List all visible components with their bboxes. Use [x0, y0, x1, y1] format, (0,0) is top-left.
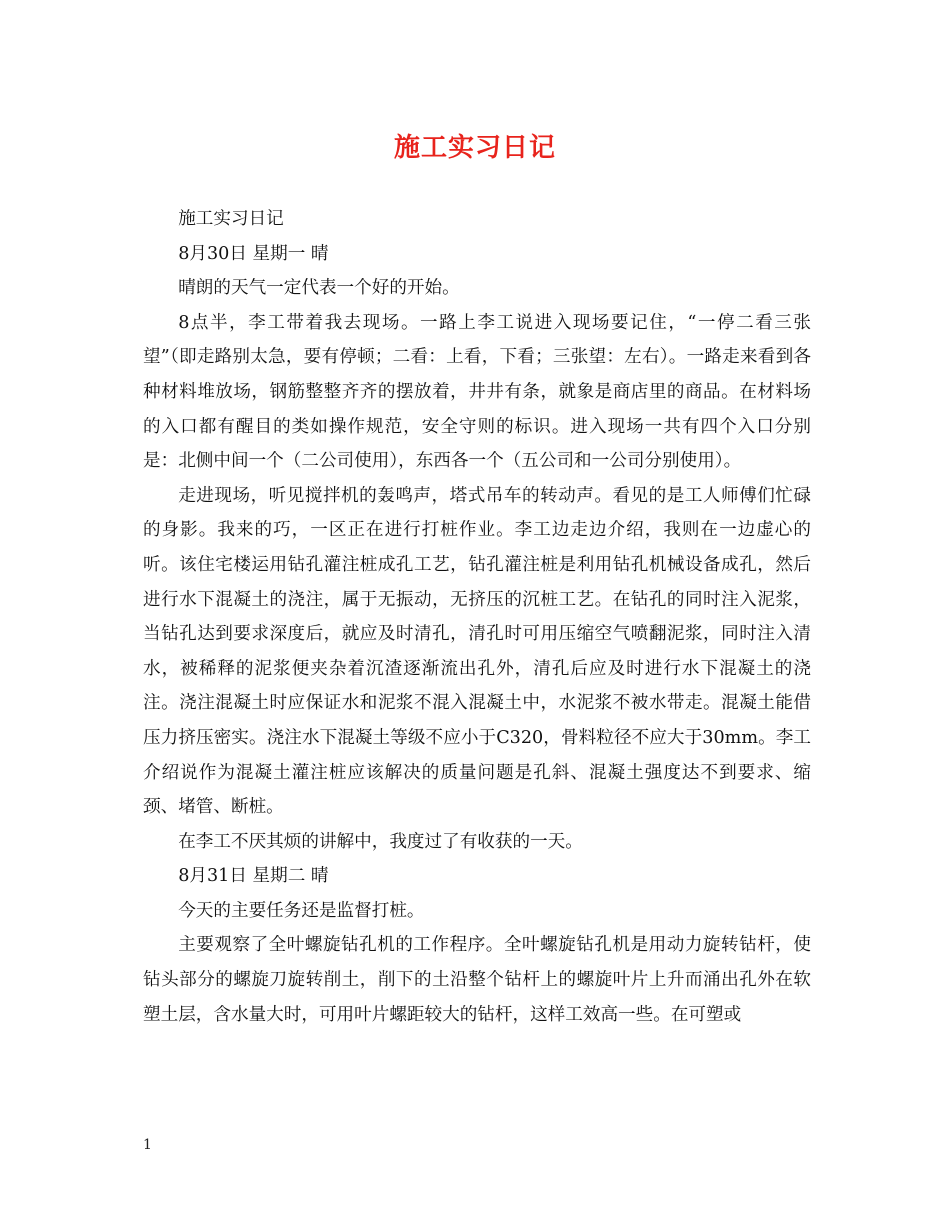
document-body: [143, 202, 811, 1032]
paragraph: 晴朗的天气一定代表一个好的开始。: [178, 278, 460, 299]
document-title: 施工实习日记: [393, 133, 556, 163]
paragraph: 今天的主要任务还是监督打桩。: [178, 900, 425, 921]
paragraph: 主要观察了全叶螺旋钻孔机的工作程序。全叶螺旋钻孔机是用动力旋转钻杆，使钻头部分的螺旋刀旋转削土，削下的土沿整个钻杆上的螺旋叶片上升而涌出孔外在软塑土层，含水量大时，可用叶片螺距较大的钻杆，这样工效高一些。在可塑或: [143, 935, 811, 1025]
paragraph: 在李工不厌其烦的讲解中，我度过了有收获的一天。: [178, 831, 583, 852]
page-number: 1: [143, 1137, 152, 1153]
paragraph: 8点半，李工带着我去现场。一路上李工说进入现场要记住，“一停二看三张望”（即走路别太急，要有停顿；二看：上看，下看；三张望：左右）。一路走来看到各种材料堆放场，钢筋整整齐齐的摆放着，井井有条，就象是商店里的商品。在材料场的入口都有醒目的类如操作规范，安全守则的标识。进入现场一共有四个入口分别是：北侧中间一个（二公司使用），东西各一个（五公司和一公司分别使用）。: [143, 312, 811, 472]
paragraph-date-aug30: 8月30日 星期一 晴: [178, 243, 329, 264]
paragraph-heading: 施工实习日记: [178, 209, 284, 229]
paragraph: 走进现场，听见搅拌机的轰鸣声，塔式吊车的转动声。看见的是工人师傅们忙碌的身影。我来的巧，一区正在进行打桩作业。李工边走边介绍，我则在一边虚心的听。该住宅楼运用钻孔灌注桩成孔工艺，钻孔灌注桩是利用钻孔机械设备成孔，然后进行水下混凝土的浇注，属于无振动，无挤压的沉桩工艺。在钻孔的同时注入泥浆，当钻孔达到要求深度后，就应及时清孔，清孔时可用压缩空气喷翻泥浆，同时注入清水，被稀释的泥浆便夹杂着沉渣逐渐流出孔外，清孔后应及时进行水下混凝土的浇注。浇注混凝土时应保证水和泥浆不混入混凝土中，水泥浆不被水带走。混凝土能借压力挤压密实。浇注水下混凝土等级不应小于C320，骨料粒径不应大于30mm。李工介绍说作为混凝土灌注桩应该解决的质量问题是孔斜、混凝土强度达不到要求、缩颈、堵管、断桩。: [143, 485, 811, 818]
paragraph-date-aug31: 8月31日 星期二 晴: [178, 866, 329, 887]
